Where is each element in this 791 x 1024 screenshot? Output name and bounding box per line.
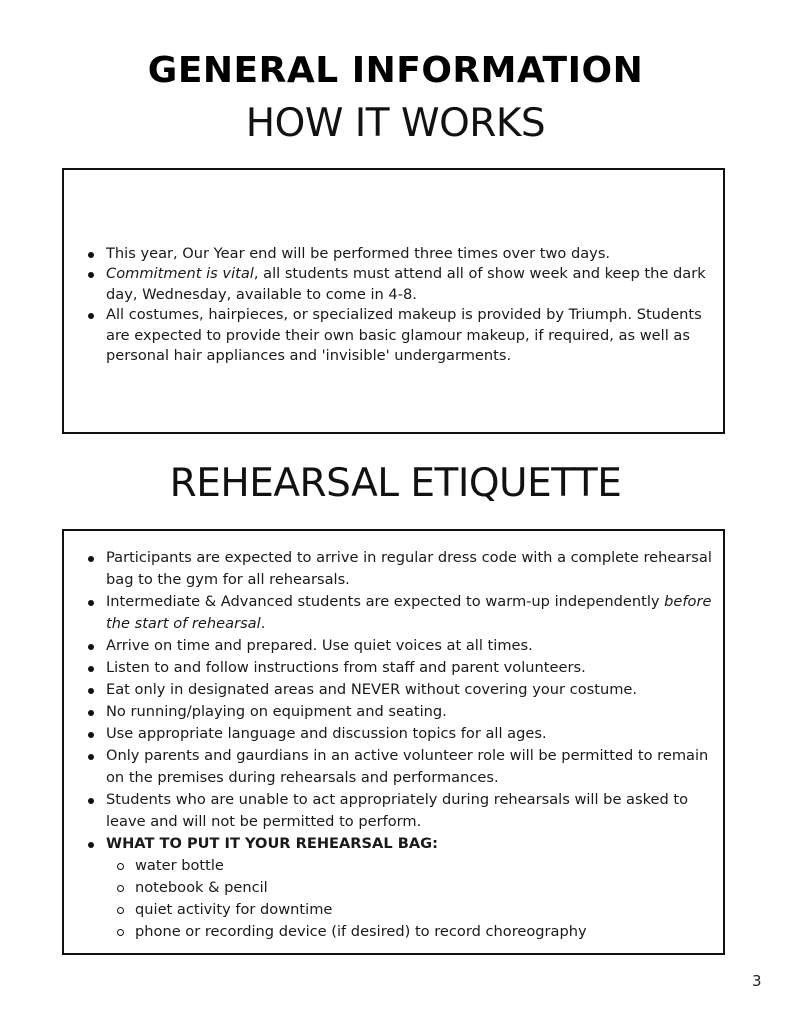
list-item: Arrive on time and prepared. Use quiet voices at all times. xyxy=(84,635,713,657)
page-subtitle: HOW IT WORKS xyxy=(245,101,546,146)
list-item: Intermediate & Advanced students are expected to warm-up independently before the start of rehearsal. xyxy=(84,591,713,635)
etiquette-list xyxy=(84,547,713,943)
list-item: Listen to and follow instructions from staff and parent volunteers. xyxy=(84,657,713,679)
bag-list-item: quiet activity for downtime xyxy=(106,899,713,921)
list-item: Eat only in designated areas and NEVER without covering your costume. xyxy=(84,679,713,701)
list-item: Commitment is vital, all students must attend all of show week and keep the dark day, Wednesday, available to come in 4-8. xyxy=(84,264,713,305)
bag-list-item: water bottle xyxy=(106,855,713,877)
section-title-etiquette: REHEARSAL ETIQUETTE xyxy=(169,461,622,506)
how-it-works-box xyxy=(62,168,725,434)
bag-list-item: notebook & pencil xyxy=(106,877,713,899)
rehearsal-bag-heading: WHAT TO PUT IT YOUR REHEARSAL BAG: xyxy=(106,835,438,852)
list-item: No running/playing on equipment and seating. xyxy=(84,701,713,723)
list-item: Students who are unable to act appropriately during rehearsals will be asked to leave and will not be permitted to perform. xyxy=(84,789,713,833)
list-item: Use appropriate language and discussion topics for all ages. xyxy=(84,723,713,745)
list-item: Only parents and gaurdians in an active volunteer role will be permitted to remain on the premises during rehearsals and performances. xyxy=(84,745,713,789)
page-number: 3 xyxy=(752,972,762,990)
rehearsal-bag-list xyxy=(106,855,713,943)
list-item: Participants are expected to arrive in regular dress code with a complete rehearsal bag to the gym for all rehearsals. xyxy=(84,547,713,591)
list-item: This year, Our Year end will be performed three times over two days. xyxy=(84,244,713,264)
bag-list-item: phone or recording device (if desired) to record choreography xyxy=(106,921,713,943)
list-item: All costumes, hairpieces, or specialized makeup is provided by Triumph. Students are expected to provide their own basic glamour makeup, if required, as well as personal hair appliances and 'invisible' undergarments. xyxy=(84,305,713,366)
rehearsal-bag-item xyxy=(84,833,713,943)
etiquette-box xyxy=(62,529,725,955)
page-title: GENERAL INFORMATION xyxy=(147,50,644,91)
how-it-works-list xyxy=(84,244,713,366)
